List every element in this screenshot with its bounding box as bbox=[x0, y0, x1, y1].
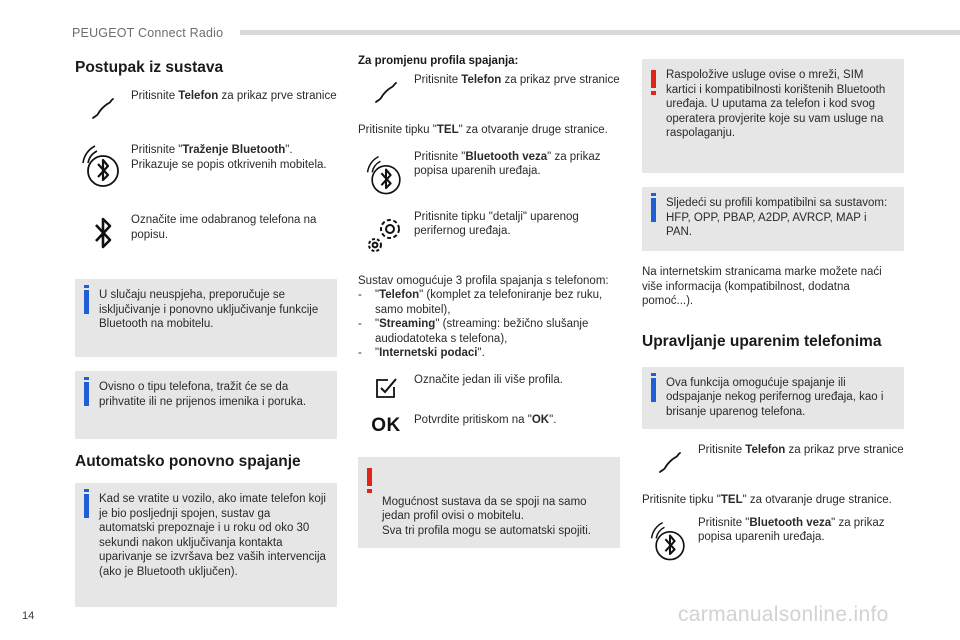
step-bluetooth-search: Pritisnite "Traženje Bluetooth". Prikazuje se popis otkrivenih mobitela. bbox=[75, 139, 337, 195]
step-press-phone: Pritisnite Telefon za prikaz prve stranice bbox=[358, 73, 620, 113]
para-press-tel: Pritisnite tipku "TEL" za otvaranje druge stranice. bbox=[642, 494, 892, 506]
para-press-tel: Pritisnite tipku "TEL" za otvaranje druge stranice. bbox=[358, 124, 608, 136]
section-heading-auto-reconnect: Automatsko ponovno spajanje bbox=[75, 453, 301, 470]
step-select-profiles: Označite jedan ili više profila. bbox=[358, 371, 620, 405]
info-icon bbox=[651, 378, 656, 402]
list-item: - "Streaming" (streaming: bežično slušanje audiodatoteka s telefona), bbox=[358, 318, 589, 345]
watermark: carmanualsonline.info bbox=[678, 603, 889, 626]
bluetooth-search-icon bbox=[358, 150, 414, 202]
section-heading-system-procedure: Postupak iz sustava bbox=[75, 59, 224, 76]
page-number: 14 bbox=[22, 610, 35, 622]
section-heading-manage-paired: Upravljanje uparenim telefonima bbox=[642, 332, 882, 350]
profiles-list bbox=[358, 288, 620, 361]
phone-handset-icon bbox=[75, 89, 131, 129]
step-bluetooth-connection: Pritisnite "Bluetooth veza" za prikaz popisa uparenih uređaja. bbox=[642, 516, 904, 568]
info-note-manage: Ova funkcija omogućuje spajanje ili odspajanje nekog perifernog uređaja, kao i brisanje uparenog telefona. bbox=[642, 367, 904, 430]
column-1 bbox=[75, 55, 337, 621]
warning-icon bbox=[651, 70, 656, 88]
ok-icon: OK bbox=[371, 414, 401, 436]
step-press-phone: Pritisnite Telefon za prikaz prve stranice bbox=[75, 89, 337, 129]
running-header: PEUGEOT Connect Radio bbox=[72, 26, 224, 40]
info-note-auto-reconnect: Kad se vratite u vozilo, ako imate telefon koji je bio posljednji spojen, sustav ga automatski prepoznaje i u roku od oko 30 sekundi nakon uključivanja kontakta uparivanje se izvršava bez vaših intervencija (ako je Bluetooth uključen). bbox=[75, 483, 337, 607]
info-icon bbox=[84, 494, 89, 518]
bluetooth-search-icon bbox=[75, 139, 131, 195]
step-bluetooth-connection: Pritisnite "Bluetooth veza" za prikaz popisa uparenih uređaja. bbox=[358, 150, 620, 202]
step-details: Pritisnite tipku "detalji" uparenog perifernog uređaja. bbox=[358, 210, 620, 258]
warning-note-services: Raspoložive usluge ovise o mreži, SIM kartici i kompatibilnosti korištenih Bluetooth uređaja. U uputama za telefon i kod svog operatera provjerite koje su vam usluge na raspolaganju. bbox=[642, 59, 904, 173]
info-note-profiles: Sljedeći su profili kompatibilni sa sustavom: HFP, OPP, PBAP, A2DP, AVRCP, MAP i PAN. bbox=[642, 187, 904, 251]
list-item: - "Internetski podaci". bbox=[358, 347, 485, 359]
info-icon bbox=[651, 198, 656, 222]
info-icon bbox=[84, 290, 89, 314]
header-bar bbox=[240, 30, 960, 35]
step-select-phone: Označite ime odabranog telefona na popisu. bbox=[75, 211, 337, 255]
info-icon bbox=[84, 382, 89, 406]
para-website-info: Na internetskim stranicama marke možete naći više informacija (kompatibilnost, dodatna pomoć...). bbox=[642, 266, 882, 307]
bluetooth-icon bbox=[75, 211, 131, 255]
para-profiles-intro: Sustav omogućuje 3 profila spajanja s telefonom: bbox=[358, 274, 609, 287]
checkbox-edit-icon bbox=[358, 371, 414, 405]
subheading-change-profile: Za promjenu profila spajanja: bbox=[358, 55, 519, 67]
warning-icon bbox=[367, 468, 372, 486]
info-note-failure: U slučaju neuspjeha, preporučuje se isključivanje i ponovno uključivanje funkcije Bluetooth na mobitelu. bbox=[75, 279, 337, 357]
list-item: - "Telefon" (komplet za telefoniranje bez ruku, samo mobitel), bbox=[358, 289, 603, 316]
bluetooth-search-icon bbox=[642, 516, 698, 568]
step-press-phone: Pritisnite Telefon za prikaz prve stranice bbox=[642, 443, 904, 483]
column-3 bbox=[642, 59, 904, 578]
gears-icon bbox=[358, 210, 414, 258]
column-2 bbox=[358, 55, 620, 562]
phone-handset-icon bbox=[642, 443, 698, 483]
warning-note-profile: Mogućnost sustava da se spoji na samo jedan profil ovisi o mobitelu. Sva tri profila mogu se automatski spojiti. bbox=[358, 457, 620, 549]
info-note-phone-type: Ovisno o tipu telefona, tražit će se da prihvatite ili ne prijenos imenika i poruka. bbox=[75, 371, 337, 439]
phone-handset-icon bbox=[358, 73, 414, 113]
step-confirm-ok: OK Potvrdite pritiskom na "OK". bbox=[358, 409, 620, 443]
